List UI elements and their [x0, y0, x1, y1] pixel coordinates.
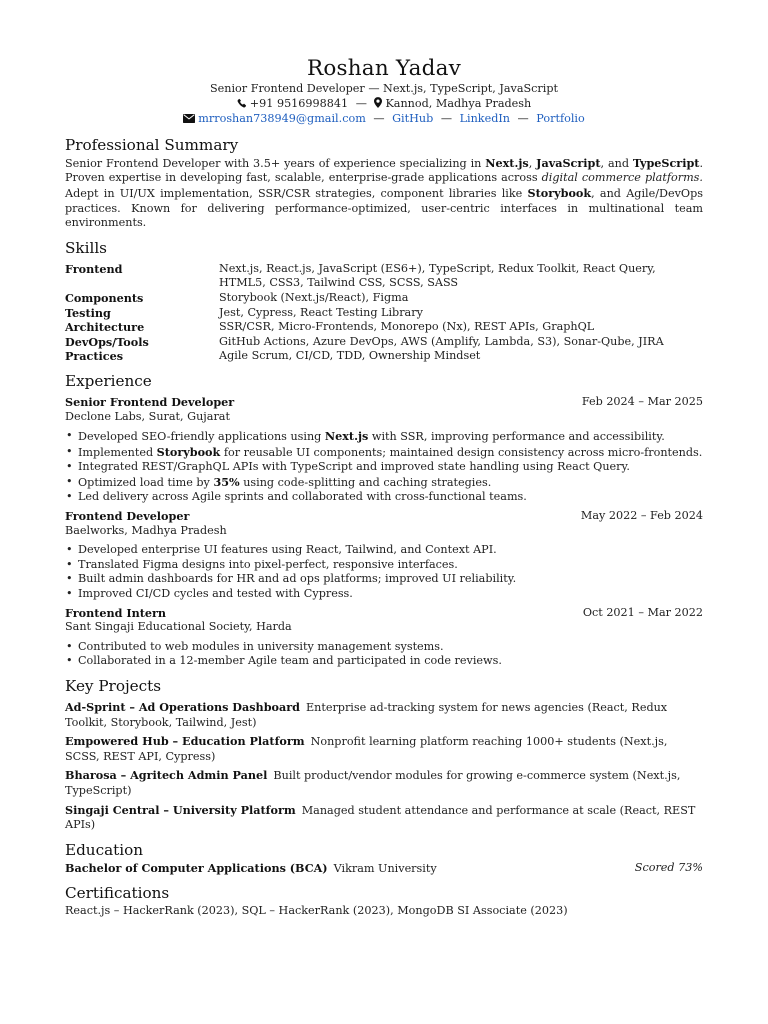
bullet-text: Optimized load time by [78, 475, 214, 489]
job-title: Frontend Developer [65, 509, 190, 524]
bullet-text: Developed SEO-friendly applications using [78, 430, 325, 444]
education-left [65, 861, 437, 877]
bullet-keyword: Storybook [156, 444, 221, 459]
project-entry [65, 734, 703, 764]
job-entry [65, 606, 703, 669]
project-name: Ad-Sprint – Ad Operations Dashboard [65, 700, 300, 714]
project-description: Built product/vendor modules for growing e-commerce system (Next.js, TypeScript) [65, 769, 681, 797]
job-company: Baelworks, Madhya Pradesh [65, 523, 227, 537]
job-bullets [65, 429, 703, 505]
summary-keyword: Storybook [527, 185, 592, 200]
section-title-skills: Skills [65, 238, 107, 257]
job-bullet: • Built admin dashboards for HR and ad ops platforms; improved UI reliability. [65, 572, 703, 587]
project-entry [65, 803, 703, 833]
skills-row [65, 262, 703, 291]
skill-values: Storybook (Next.js/React), Figma [219, 290, 409, 304]
summary-keyword: JavaScript [536, 155, 601, 170]
skills-row [65, 306, 703, 321]
separator: — [440, 112, 453, 126]
bullet-text: for reusable UI components; maintained design consistency across micro-frontends. [220, 445, 703, 459]
summary-text-part: , and [600, 156, 633, 170]
skill-values: Next.js, React.js, JavaScript (ES6+), TypeScript, Redux Toolkit, React Query, HTML5, CSS3, Tailwind CSS, SCSS, SASS [219, 261, 656, 290]
candidate-name: Roshan Yadav [307, 56, 461, 81]
skill-values: Jest, Cypress, React Testing Library [219, 305, 423, 319]
section-title-summary: Professional Summary [65, 135, 239, 154]
contact-line-phone-location [65, 97, 703, 113]
job-bullet: • Integrated REST/GraphQL APIs with TypeScript and improved state handling using React Query. [65, 460, 703, 475]
skill-values: GitHub Actions, Azure DevOps, AWS (Amplify, Lambda, S3), Sonar-Qube, JIRA [219, 334, 664, 348]
skill-values: Agile Scrum, CI/CD, TDD, Ownership Mindset [219, 349, 481, 363]
skill-values: SSR/CSR, Micro-Frontends, Monorepo (Nx), REST APIs, GraphQL [219, 320, 595, 334]
skill-category: Architecture [65, 320, 145, 335]
job-title: Senior Frontend Developer [65, 394, 235, 409]
skill-category: Testing [65, 305, 111, 320]
github-link[interactable]: GitHub [392, 112, 434, 126]
bullet-keyword: 35% [213, 474, 240, 489]
job-title: Frontend Intern [65, 605, 167, 620]
linkedin-link[interactable]: LinkedIn [459, 112, 510, 126]
job-bullet: • Collaborated in a 12-member Agile team and participated in code reviews. [65, 654, 703, 669]
job-bullet [65, 475, 703, 491]
job-bullet [65, 445, 703, 461]
skills-row [65, 349, 703, 364]
bullet-text: Implemented [78, 445, 157, 459]
job-company: Sant Singaji Educational Society, Harda [65, 620, 292, 634]
job-header [65, 606, 703, 621]
job-bullet: • Contributed to web modules in university management systems. [65, 640, 703, 655]
job-tagline: Senior Frontend Developer — Next.js, TypeScript, JavaScript [209, 82, 558, 95]
certifications-text: React.js – HackerRank (2023), SQL – HackerRank (2023), MongoDB SI Associate (2023) [65, 904, 568, 918]
map-marker-icon [374, 97, 382, 113]
skills-row [65, 335, 703, 350]
skills-row [65, 320, 703, 335]
project-entry [65, 700, 703, 730]
location: Kannod, Madhya Pradesh [385, 96, 532, 110]
job-bullets [65, 543, 703, 601]
skill-category: DevOps/Tools [65, 334, 149, 349]
contact-line-links [65, 112, 703, 128]
bullet-text: with SSR, improving performance and accessibility. [368, 430, 665, 444]
job-bullets [65, 640, 703, 669]
portfolio-link[interactable]: Portfolio [536, 112, 585, 126]
summary-text-part: Adept in UI/UX implementation, SSR/CSR strategies, component libraries like [65, 186, 528, 200]
summary-text-part: Senior Frontend Developer with 3.5+ years of experience specializing in [65, 156, 486, 170]
job-bullet [65, 429, 703, 445]
summary-text-part: , and Agile/DevOps practices. Known for delivering performance-optimized, user-centric interfaces in multinational team environments. [65, 186, 703, 230]
project-name: Singaji Central – University Platform [65, 802, 296, 817]
summary-keyword: Next.js [485, 155, 529, 170]
phone-number: +91 9516998841 [249, 96, 349, 110]
job-dates: Feb 2024 – Mar 2025 [581, 394, 703, 408]
separator: — [355, 96, 367, 110]
envelope-icon [183, 113, 195, 128]
job-dates: Oct 2021 – Mar 2022 [582, 605, 703, 619]
resume-header [65, 0, 703, 128]
summary-keyword: TypeScript [632, 155, 700, 170]
project-name: Bharosa – Agritech Admin Panel [65, 768, 268, 783]
separator: — [517, 112, 529, 126]
project-description: Enterprise ad-tracking system for news agencies (React, Redux Toolkit, Storybook, Tailwind, Jest) [65, 701, 668, 729]
job-company: Declone Labs, Surat, Gujarat [65, 409, 230, 423]
summary-text-part: , [528, 156, 537, 170]
project-description: Managed student attendance and performance at scale (React, REST APIs) [65, 803, 696, 832]
job-header [65, 509, 703, 524]
job-bullet: • Improved CI/CD cycles and tested with Cypress. [65, 587, 703, 602]
email-link[interactable]: mrroshan738949@gmail.com [198, 112, 366, 126]
skill-category: Components [65, 290, 144, 305]
resume-page [65, 0, 703, 919]
section-title-projects: Key Projects [65, 677, 162, 695]
job-dates: May 2022 – Feb 2024 [580, 509, 703, 523]
skills-table [65, 262, 703, 364]
project-entry [65, 768, 703, 798]
job-bullet: • Developed enterprise UI features using React, Tailwind, and Context API. [65, 543, 703, 558]
section-title-experience: Experience [65, 371, 152, 390]
job-bullet: • Translated Figma designs into pixel-perfect, responsive interfaces. [65, 558, 703, 573]
skill-category: Frontend [65, 261, 123, 276]
section-title-certifications: Certifications [65, 884, 170, 903]
education-score: Scored 73% [634, 860, 703, 874]
job-entry [65, 395, 703, 505]
education-entry [65, 861, 703, 877]
job-bullet: • Led delivery across Agile sprints and collaborated with cross-functional teams. [65, 490, 703, 505]
section-title-education: Education [65, 840, 144, 859]
summary-text [65, 156, 703, 231]
bullet-text: using code-splitting and caching strategies. [239, 475, 492, 489]
project-name: Empowered Hub – Education Platform [65, 734, 305, 749]
skill-category: Practices [65, 349, 124, 364]
skills-row [65, 291, 703, 306]
education-school: Vikram University [333, 861, 437, 875]
education-degree: Bachelor of Computer Applications (BCA) [65, 860, 328, 875]
summary-emphasis: digital commerce platforms. [541, 171, 703, 185]
job-entry [65, 509, 703, 602]
project-description: Nonprofit learning platform reaching 1000+ students (Next.js, SCSS, REST API, Cypress) [65, 735, 668, 763]
separator: — [373, 112, 385, 126]
summary-text-part: . Proven expertise in developing fast, scalable, enterprise-grade applications across [65, 156, 703, 185]
job-header [65, 395, 703, 410]
bullet-keyword: Next.js [324, 429, 369, 444]
phone-icon [237, 98, 247, 113]
